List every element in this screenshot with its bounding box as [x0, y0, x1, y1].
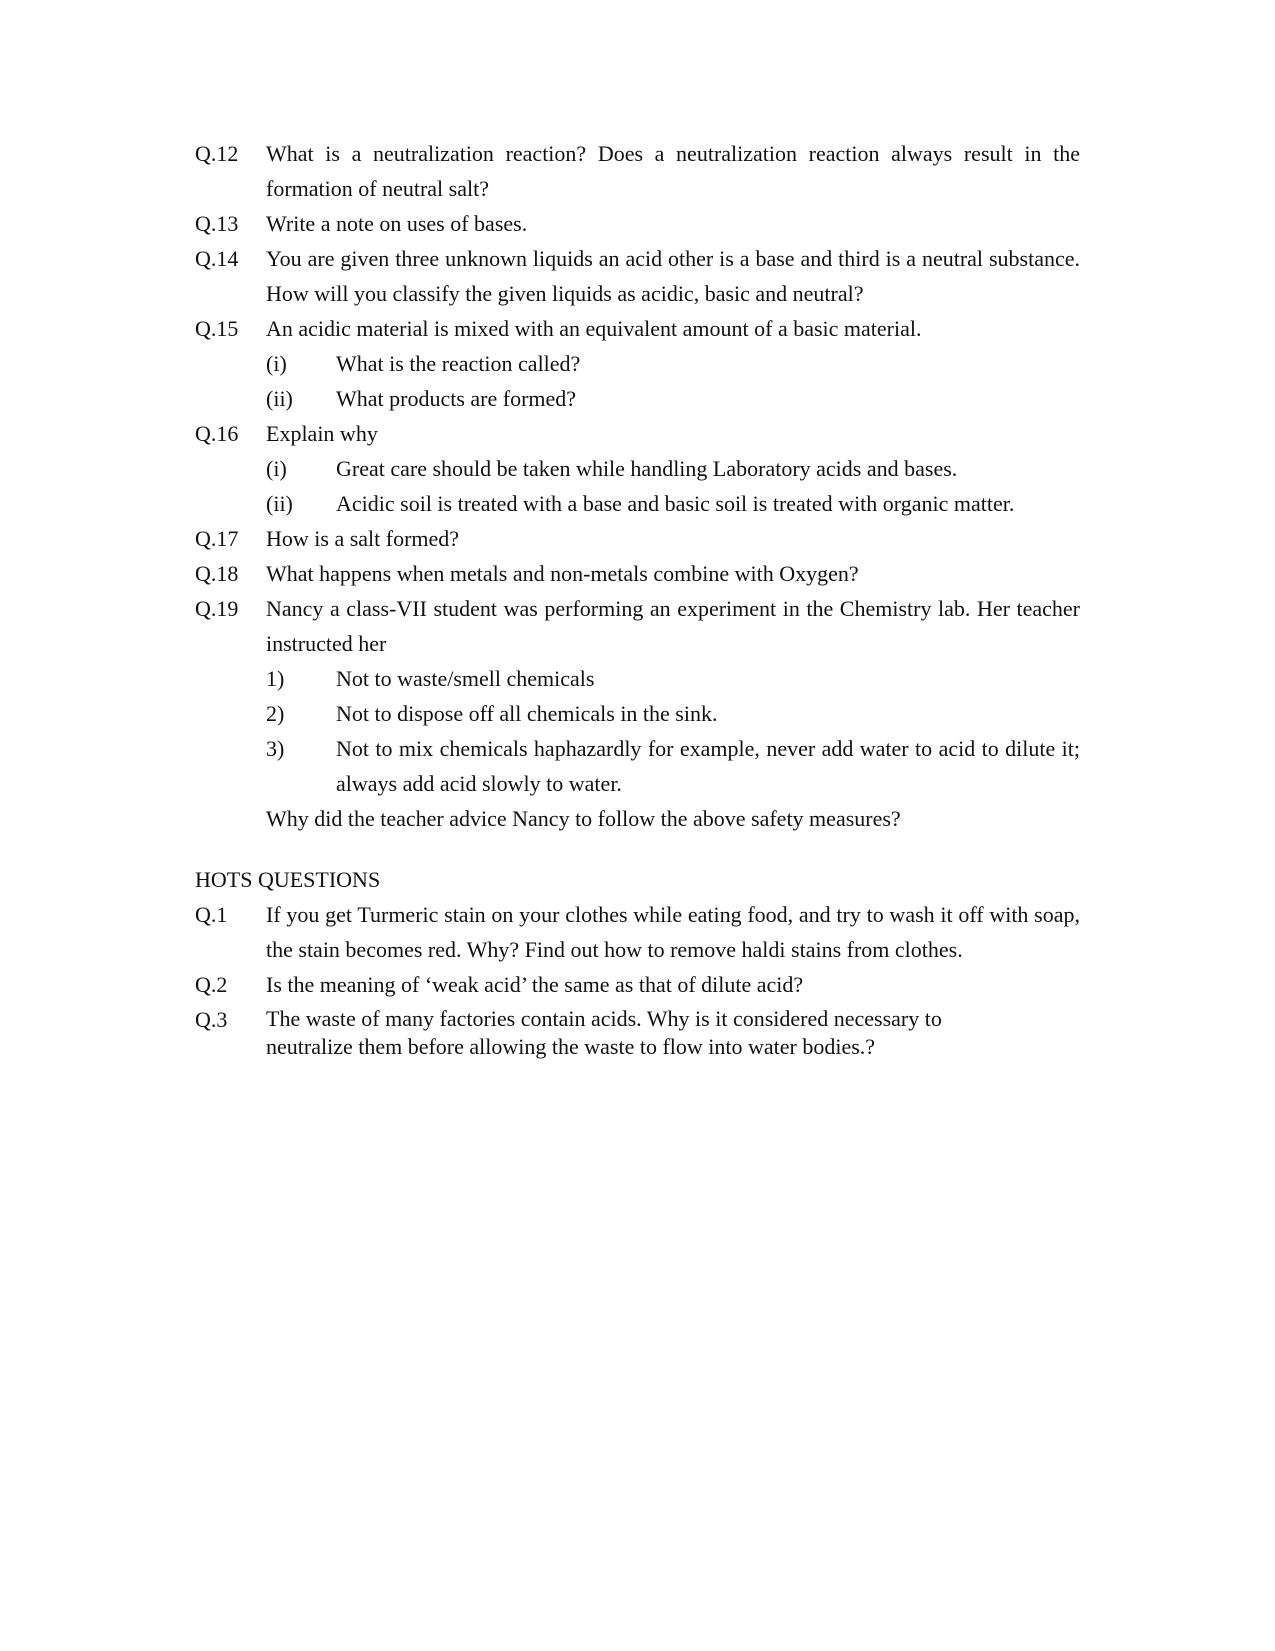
question-number: Q.12	[195, 141, 239, 166]
instruction-item	[266, 696, 1080, 731]
sub-question-label: (ii)	[266, 386, 293, 411]
question-number: Q.1	[195, 902, 228, 927]
question-text: Write a note on uses of bases.	[266, 211, 528, 236]
instruction-item	[266, 661, 1080, 696]
hots-heading: HOTS QUESTIONS	[195, 867, 381, 892]
question-13	[195, 206, 1080, 241]
instruction-item	[266, 731, 1080, 801]
instruction-text: Not to waste/smell chemicals	[336, 666, 595, 691]
question-text: Explain why	[266, 421, 378, 446]
sub-question-label: (ii)	[266, 491, 293, 516]
question-number: Q.19	[195, 596, 239, 621]
question-text	[266, 1002, 1080, 1061]
question-text-line: The waste of many factories contain acids. Why is it considered necessary to	[266, 1006, 942, 1031]
question-number: Q.13	[195, 211, 239, 236]
question-text: How is a salt formed?	[266, 526, 460, 551]
sub-question-label: (i)	[266, 456, 287, 481]
sub-question-text: Acidic soil is treated with a base and basic soil is treated with organic matter.	[336, 491, 1015, 516]
hots-question-1	[195, 897, 1080, 967]
sub-question	[266, 451, 1080, 486]
question-text: An acidic material is mixed with an equivalent amount of a basic material.	[266, 316, 922, 341]
instruction-label: 2)	[266, 701, 285, 726]
instruction-label: 1)	[266, 666, 285, 691]
question-list	[195, 136, 1080, 1061]
question-17	[195, 521, 1080, 556]
hots-question-3	[195, 1002, 1080, 1061]
instruction-text: Not to mix chemicals haphazardly for example, never add water to acid to dilute it; always add acid slowly to water.	[336, 736, 1080, 796]
sub-question-text: What is the reaction called?	[336, 351, 581, 376]
sub-question	[266, 346, 1080, 381]
question-text: What is a neutralization reaction? Does a neutralization reaction always result in the formation of neutral salt?	[266, 141, 1080, 201]
question-text: Nancy a class-VII student was performing an experiment in the Chemistry lab. Her teacher instructed her	[266, 596, 1080, 656]
question-12	[195, 136, 1080, 206]
question-text-line: neutralize them before allowing the waste to flow into water bodies.?	[266, 1034, 876, 1059]
question-19	[195, 591, 1080, 661]
sub-question-text: Great care should be taken while handling Laboratory acids and bases.	[336, 456, 958, 481]
question-number: Q.17	[195, 526, 239, 551]
question-text: You are given three unknown liquids an acid other is a base and third is a neutral substance. How will you classify the given liquids as acidic, basic and neutral?	[266, 246, 1080, 306]
question-number: Q.16	[195, 421, 239, 446]
hots-question-2	[195, 967, 1080, 1002]
question-text: If you get Turmeric stain on your clothes while eating food, and try to wash it off with soap, the stain becomes red. Why? Find out how to remove haldi stains from clothes.	[266, 902, 1080, 962]
sub-question	[266, 486, 1080, 521]
sub-question-label: (i)	[266, 351, 287, 376]
question-number: Q.15	[195, 316, 239, 341]
question-number: Q.18	[195, 561, 239, 586]
question-number: Q.2	[195, 972, 228, 997]
instruction-text: Not to dispose off all chemicals in the sink.	[336, 701, 718, 726]
instruction-label: 3)	[266, 736, 285, 761]
question-number: Q.3	[195, 1007, 228, 1032]
sub-question-text: What products are formed?	[336, 386, 577, 411]
question-14	[195, 241, 1080, 311]
question-text: Is the meaning of ‘weak acid’ the same as that of dilute acid?	[266, 972, 804, 997]
question-15	[195, 311, 1080, 346]
question-number: Q.14	[195, 246, 239, 271]
question-16	[195, 416, 1080, 451]
question-19-followup: Why did the teacher advice Nancy to follow the above safety measures?	[266, 806, 901, 831]
question-18	[195, 556, 1080, 591]
sub-question	[266, 381, 1080, 416]
question-text: What happens when metals and non-metals combine with Oxygen?	[266, 561, 859, 586]
